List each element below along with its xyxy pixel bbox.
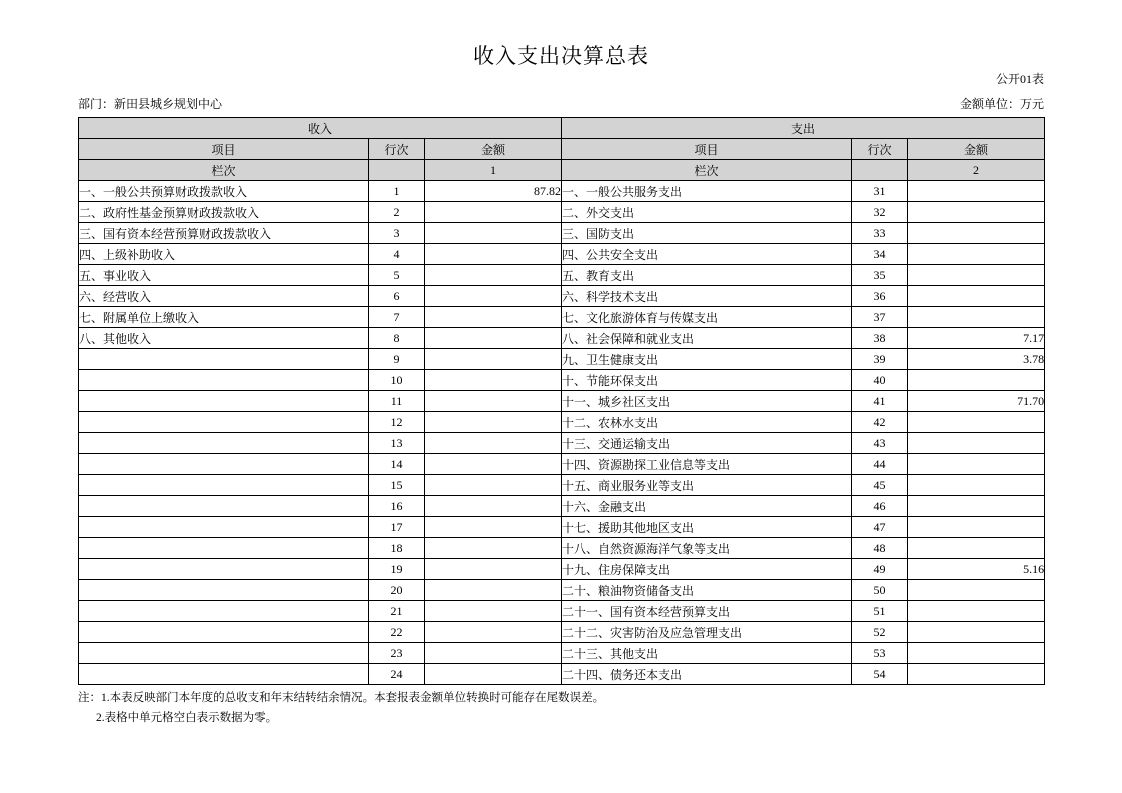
income-amount [425, 643, 562, 664]
income-item [79, 412, 369, 433]
income-amount [425, 223, 562, 244]
income-item: 一、一般公共预算财政拨款收入 [79, 181, 369, 202]
expenditure-line: 33 [852, 223, 908, 244]
expenditure-amount [908, 265, 1045, 286]
expenditure-line: 42 [852, 412, 908, 433]
table-row [79, 223, 1045, 244]
income-amount [425, 475, 562, 496]
lane-blank-income [369, 160, 425, 181]
income-item [79, 559, 369, 580]
expenditure-line: 49 [852, 559, 908, 580]
income-line: 5 [369, 265, 425, 286]
expenditure-amount [908, 370, 1045, 391]
expenditure-line: 37 [852, 307, 908, 328]
table-row [79, 433, 1045, 454]
income-line: 15 [369, 475, 425, 496]
expenditure-amount [908, 538, 1045, 559]
expenditure-line: 39 [852, 349, 908, 370]
income-amount [425, 622, 562, 643]
income-amount [425, 664, 562, 685]
income-line: 18 [369, 538, 425, 559]
income-item: 二、政府性基金预算财政拨款收入 [79, 202, 369, 223]
income-line: 13 [369, 433, 425, 454]
income-item: 八、其他收入 [79, 328, 369, 349]
table-row [79, 496, 1045, 517]
table-row [79, 181, 1045, 202]
expenditure-amount: 7.17 [908, 328, 1045, 349]
table-column-header-row [79, 139, 1045, 160]
expenditure-line: 47 [852, 517, 908, 538]
income-amount [425, 370, 562, 391]
expenditure-amount [908, 622, 1045, 643]
income-item: 四、上级补助收入 [79, 244, 369, 265]
expenditure-item: 二十三、其他支出 [562, 643, 852, 664]
expenditure-item: 二十一、国有资本经营预算支出 [562, 601, 852, 622]
income-amount [425, 454, 562, 475]
expenditure-amount [908, 454, 1045, 475]
expenditure-line: 43 [852, 433, 908, 454]
income-line: 9 [369, 349, 425, 370]
expenditure-item: 十四、资源勘探工业信息等支出 [562, 454, 852, 475]
table-row [79, 601, 1045, 622]
income-item [79, 517, 369, 538]
table-lane-row [79, 160, 1045, 181]
expenditure-line: 36 [852, 286, 908, 307]
page-title: 收入支出决算总表 [473, 44, 649, 68]
expenditure-amount [908, 475, 1045, 496]
income-item: 三、国有资本经营预算财政拨款收入 [79, 223, 369, 244]
income-item [79, 433, 369, 454]
table-row [79, 391, 1045, 412]
expenditure-item: 三、国防支出 [562, 223, 852, 244]
income-amount [425, 559, 562, 580]
table-row [79, 286, 1045, 307]
form-code: 公开01表 [995, 72, 1044, 86]
expenditure-item: 五、教育支出 [562, 265, 852, 286]
expenditure-amount: 3.78 [908, 349, 1045, 370]
expenditure-line: 52 [852, 622, 908, 643]
table-row [79, 475, 1045, 496]
table-row [79, 517, 1045, 538]
expenditure-line: 31 [852, 181, 908, 202]
expenditure-item: 二十二、灾害防治及应急管理支出 [562, 622, 852, 643]
budget-table [78, 117, 1045, 685]
lane-label-expenditure: 栏次 [562, 160, 852, 181]
expenditure-amount [908, 202, 1045, 223]
income-line: 1 [369, 181, 425, 202]
expenditure-item: 四、公共安全支出 [562, 244, 852, 265]
table-row [79, 370, 1045, 391]
expenditure-item: 十七、援助其他地区支出 [562, 517, 852, 538]
expenditure-line: 38 [852, 328, 908, 349]
department-label: 部门：新田县城乡规划中心 [78, 97, 223, 111]
income-item [79, 601, 369, 622]
income-line: 8 [369, 328, 425, 349]
income-amount [425, 517, 562, 538]
income-item: 六、经营收入 [79, 286, 369, 307]
lane-number-income: 1 [425, 160, 562, 181]
income-line: 14 [369, 454, 425, 475]
amount-unit-label: 金额单位：万元 [959, 97, 1044, 111]
expenditure-amount [908, 286, 1045, 307]
table-row [79, 643, 1045, 664]
expenditure-item: 十九、住房保障支出 [562, 559, 852, 580]
expenditure-line: 54 [852, 664, 908, 685]
expenditure-amount [908, 496, 1045, 517]
income-item [79, 622, 369, 643]
expenditure-line: 50 [852, 580, 908, 601]
table-row [79, 307, 1045, 328]
expenditure-amount [908, 664, 1045, 685]
income-item: 五、事业收入 [79, 265, 369, 286]
income-item [79, 454, 369, 475]
expenditure-line: 32 [852, 202, 908, 223]
income-item [79, 475, 369, 496]
income-amount [425, 433, 562, 454]
column-header-expenditure-item: 项目 [562, 139, 852, 160]
expenditure-item: 二、外交支出 [562, 202, 852, 223]
table-row [79, 244, 1045, 265]
income-amount [425, 265, 562, 286]
lane-label-income: 栏次 [79, 160, 369, 181]
income-item [79, 496, 369, 517]
group-header-income: 收入 [79, 118, 562, 139]
income-item: 七、附属单位上缴收入 [79, 307, 369, 328]
expenditure-line: 41 [852, 391, 908, 412]
income-amount [425, 391, 562, 412]
lane-blank-expenditure [852, 160, 908, 181]
income-amount [425, 580, 562, 601]
expenditure-amount [908, 517, 1045, 538]
income-amount [425, 202, 562, 223]
income-item [79, 349, 369, 370]
income-line: 3 [369, 223, 425, 244]
table-row [79, 580, 1045, 601]
table-notes [78, 688, 604, 728]
meta-row [0, 95, 1122, 113]
expenditure-amount [908, 643, 1045, 664]
income-line: 22 [369, 622, 425, 643]
note-line-1: 注：1.本表反映部门本年度的总收支和年末结转结余情况。本套报表金额单位转换时可能存在尾数误差。 [78, 692, 605, 704]
income-line: 20 [369, 580, 425, 601]
table-row [79, 265, 1045, 286]
expenditure-line: 53 [852, 643, 908, 664]
expenditure-amount [908, 307, 1045, 328]
income-item [79, 391, 369, 412]
income-amount [425, 538, 562, 559]
expenditure-item: 十、节能环保支出 [562, 370, 852, 391]
table-row [79, 454, 1045, 475]
expenditure-line: 45 [852, 475, 908, 496]
income-line: 19 [369, 559, 425, 580]
income-line: 21 [369, 601, 425, 622]
table-row [79, 328, 1045, 349]
income-line: 11 [369, 391, 425, 412]
table-body [79, 181, 1045, 685]
table-row [79, 349, 1045, 370]
income-line: 16 [369, 496, 425, 517]
expenditure-item: 十五、商业服务业等支出 [562, 475, 852, 496]
expenditure-item: 十八、自然资源海洋气象等支出 [562, 538, 852, 559]
table-row [79, 664, 1045, 685]
expenditure-amount [908, 244, 1045, 265]
expenditure-line: 35 [852, 265, 908, 286]
table-row [79, 412, 1045, 433]
expenditure-amount: 5.16 [908, 559, 1045, 580]
expenditure-line: 40 [852, 370, 908, 391]
expenditure-item: 十二、农林水支出 [562, 412, 852, 433]
expenditure-item: 二十四、债务还本支出 [562, 664, 852, 685]
income-item [79, 643, 369, 664]
expenditure-amount [908, 433, 1045, 454]
table-row [79, 202, 1045, 223]
income-amount [425, 349, 562, 370]
expenditure-item: 七、文化旅游体育与传媒支出 [562, 307, 852, 328]
expenditure-line: 51 [852, 601, 908, 622]
column-header-income-amount: 金额 [425, 139, 562, 160]
income-amount [425, 244, 562, 265]
expenditure-item: 九、卫生健康支出 [562, 349, 852, 370]
expenditure-item: 十一、城乡社区支出 [562, 391, 852, 412]
table-row [79, 559, 1045, 580]
income-amount [425, 307, 562, 328]
income-line: 23 [369, 643, 425, 664]
column-header-expenditure-amount: 金额 [908, 139, 1045, 160]
income-item [79, 538, 369, 559]
expenditure-line: 44 [852, 454, 908, 475]
income-line: 4 [369, 244, 425, 265]
expenditure-item: 十六、金融支出 [562, 496, 852, 517]
expenditure-item: 八、社会保障和就业支出 [562, 328, 852, 349]
income-line: 12 [369, 412, 425, 433]
expenditure-item: 十三、交通运输支出 [562, 433, 852, 454]
income-amount [425, 286, 562, 307]
table-row [79, 622, 1045, 643]
income-line: 17 [369, 517, 425, 538]
expenditure-amount [908, 601, 1045, 622]
expenditure-line: 34 [852, 244, 908, 265]
expenditure-item: 二十、粮油物资储备支出 [562, 580, 852, 601]
income-amount [425, 328, 562, 349]
income-line: 10 [369, 370, 425, 391]
note-line-2: 2.表格中单元格空白表示数据为零。 [96, 712, 278, 725]
income-amount [425, 496, 562, 517]
column-header-expenditure-line: 行次 [852, 139, 908, 160]
expenditure-amount [908, 580, 1045, 601]
expenditure-line: 48 [852, 538, 908, 559]
income-amount [425, 412, 562, 433]
income-item [79, 370, 369, 391]
expenditure-item: 六、科学技术支出 [562, 286, 852, 307]
income-item [79, 580, 369, 601]
expenditure-amount: 71.70 [908, 391, 1045, 412]
table-row [79, 538, 1045, 559]
column-header-income-item: 项目 [79, 139, 369, 160]
expenditure-amount [908, 181, 1045, 202]
income-line: 2 [369, 202, 425, 223]
expenditure-amount [908, 412, 1045, 433]
income-line: 7 [369, 307, 425, 328]
table-group-header-row [79, 118, 1045, 139]
income-line: 6 [369, 286, 425, 307]
income-item [79, 664, 369, 685]
group-header-expenditure: 支出 [562, 118, 1045, 139]
column-header-income-line: 行次 [369, 139, 425, 160]
income-line: 24 [369, 664, 425, 685]
expenditure-line: 46 [852, 496, 908, 517]
income-amount: 87.82 [425, 181, 562, 202]
lane-number-expenditure: 2 [908, 160, 1045, 181]
expenditure-amount [908, 223, 1045, 244]
expenditure-item: 一、一般公共服务支出 [562, 181, 852, 202]
income-amount [425, 601, 562, 622]
